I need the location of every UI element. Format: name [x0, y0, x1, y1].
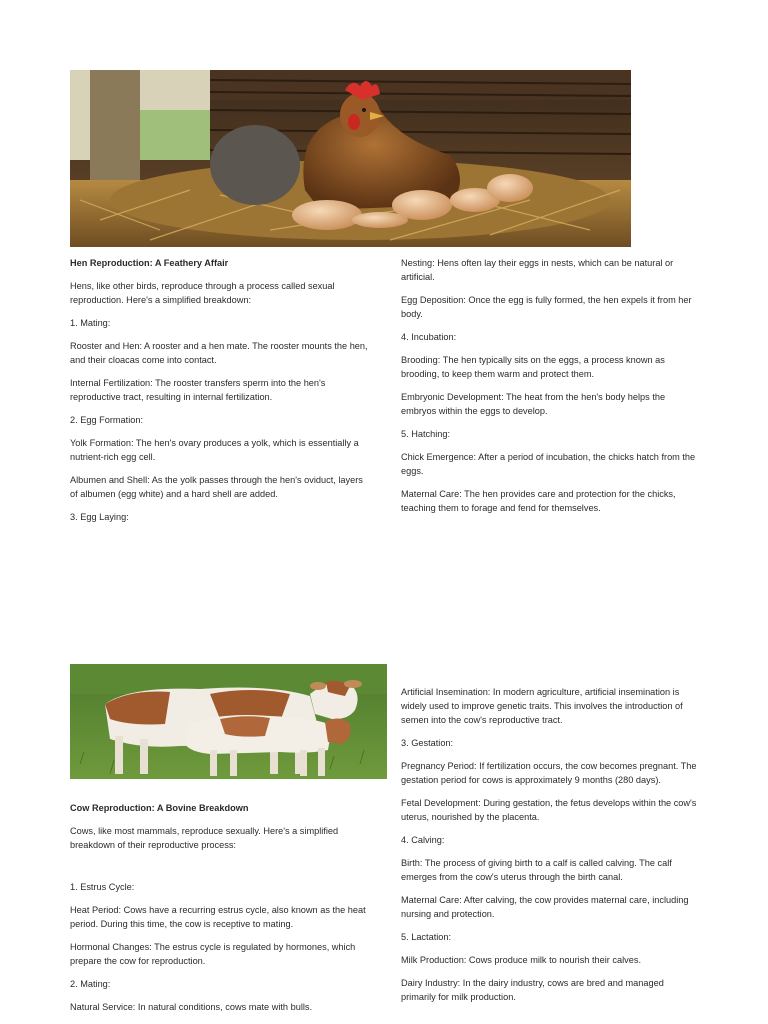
- paragraph: Dairy Industry: In the dairy industry, cows are bred and managed primarily for milk production.: [401, 978, 664, 1002]
- paragraph: Maternal Care: The hen provides care and protection for the chicks, teaching them to forage and fend for themselves.: [401, 489, 676, 513]
- paragraph: 5. Hatching:: [401, 429, 451, 439]
- paragraph: 4. Calving:: [401, 835, 445, 845]
- paragraph: Nesting: Hens often lay their eggs in nests, which can be natural or artificial.: [401, 258, 674, 282]
- paragraph: 3. Gestation:: [401, 738, 454, 748]
- paragraph: Milk Production: Cows produce milk to nourish their calves.: [401, 955, 641, 965]
- paragraph: Cows, like most mammals, reproduce sexually. Here's a simplified breakdown of their reproductive process:: [70, 826, 339, 850]
- paragraph: Fetal Development: During gestation, the fetus develops within the cow's uterus, nourished by the placenta.: [401, 798, 697, 822]
- cow-title: Cow Reproduction: A Bovine Breakdown: [70, 803, 249, 813]
- paragraph: Yolk Formation: The hen's ovary produces a yolk, which is essentially a nutrient-rich egg cell.: [70, 438, 359, 462]
- cow-left-column: [70, 801, 370, 1023]
- paragraph: Embryonic Development: The heat from the hen's body helps the embryos within the eggs to develop.: [401, 392, 666, 416]
- hen-title: Hen Reproduction: A Feathery Affair: [70, 258, 229, 268]
- cow-right-column: [401, 685, 701, 1013]
- hen-left-column: [70, 256, 370, 533]
- paragraph: Heat Period: Cows have a recurring estrus cycle, also known as the heat period. During this time, the cow is receptive to mating.: [70, 905, 366, 929]
- paragraph: 4. Incubation:: [401, 332, 457, 342]
- paragraph: 1. Estrus Cycle:: [70, 882, 135, 892]
- paragraph: Hens, like other birds, reproduce through a process called sexual reproduction. Here's a simplified breakdown:: [70, 281, 335, 305]
- hen-photo: [70, 70, 631, 247]
- hen-right-column: [401, 256, 701, 524]
- cow-photo: [70, 664, 387, 779]
- paragraph: Albumen and Shell: As the yolk passes through the hen's oviduct, layers of albumen (egg white) and a hard shell are added.: [70, 475, 363, 499]
- paragraph: Birth: The process of giving birth to a calf is called calving. The calf emerges from the cow's uterus through the birth canal.: [401, 858, 672, 882]
- paragraph: 1. Mating:: [70, 318, 111, 328]
- paragraph: Maternal Care: After calving, the cow provides maternal care, including nursing and protection.: [401, 895, 689, 919]
- paragraph: Artificial Insemination: In modern agriculture, artificial insemination is widely used to improve genetic traits. This involves the introduction of semen into the cow's reproductive tract.: [401, 687, 683, 725]
- paragraph: 2. Egg Formation:: [70, 415, 144, 425]
- paragraph: Hormonal Changes: The estrus cycle is regulated by hormones, which prepare the cow for reproduction.: [70, 942, 356, 966]
- paragraph: Internal Fertilization: The rooster transfers sperm into the hen's reproductive tract, resulting in internal fertilization.: [70, 378, 326, 402]
- paragraph: Pregnancy Period: If fertilization occurs, the cow becomes pregnant. The gestation period for cows is approximately 9 months (280 days).: [401, 761, 697, 785]
- paragraph: 5. Lactation:: [401, 932, 452, 942]
- paragraph: Egg Deposition: Once the egg is fully formed, the hen expels it from her body.: [401, 295, 692, 319]
- paragraph: Chick Emergence: After a period of incubation, the chicks hatch from the eggs.: [401, 452, 696, 476]
- paragraph: Natural Service: In natural conditions, cows mate with bulls.: [70, 1002, 313, 1012]
- paragraph: Rooster and Hen: A rooster and a hen mate. The rooster mounts the hen, and their cloacas come into contact.: [70, 341, 368, 365]
- paragraph: Brooding: The hen typically sits on the eggs, a process known as brooding, to keep them warm and protect them.: [401, 355, 665, 379]
- paragraph: 2. Mating:: [70, 979, 111, 989]
- paragraph: 3. Egg Laying:: [70, 512, 129, 522]
